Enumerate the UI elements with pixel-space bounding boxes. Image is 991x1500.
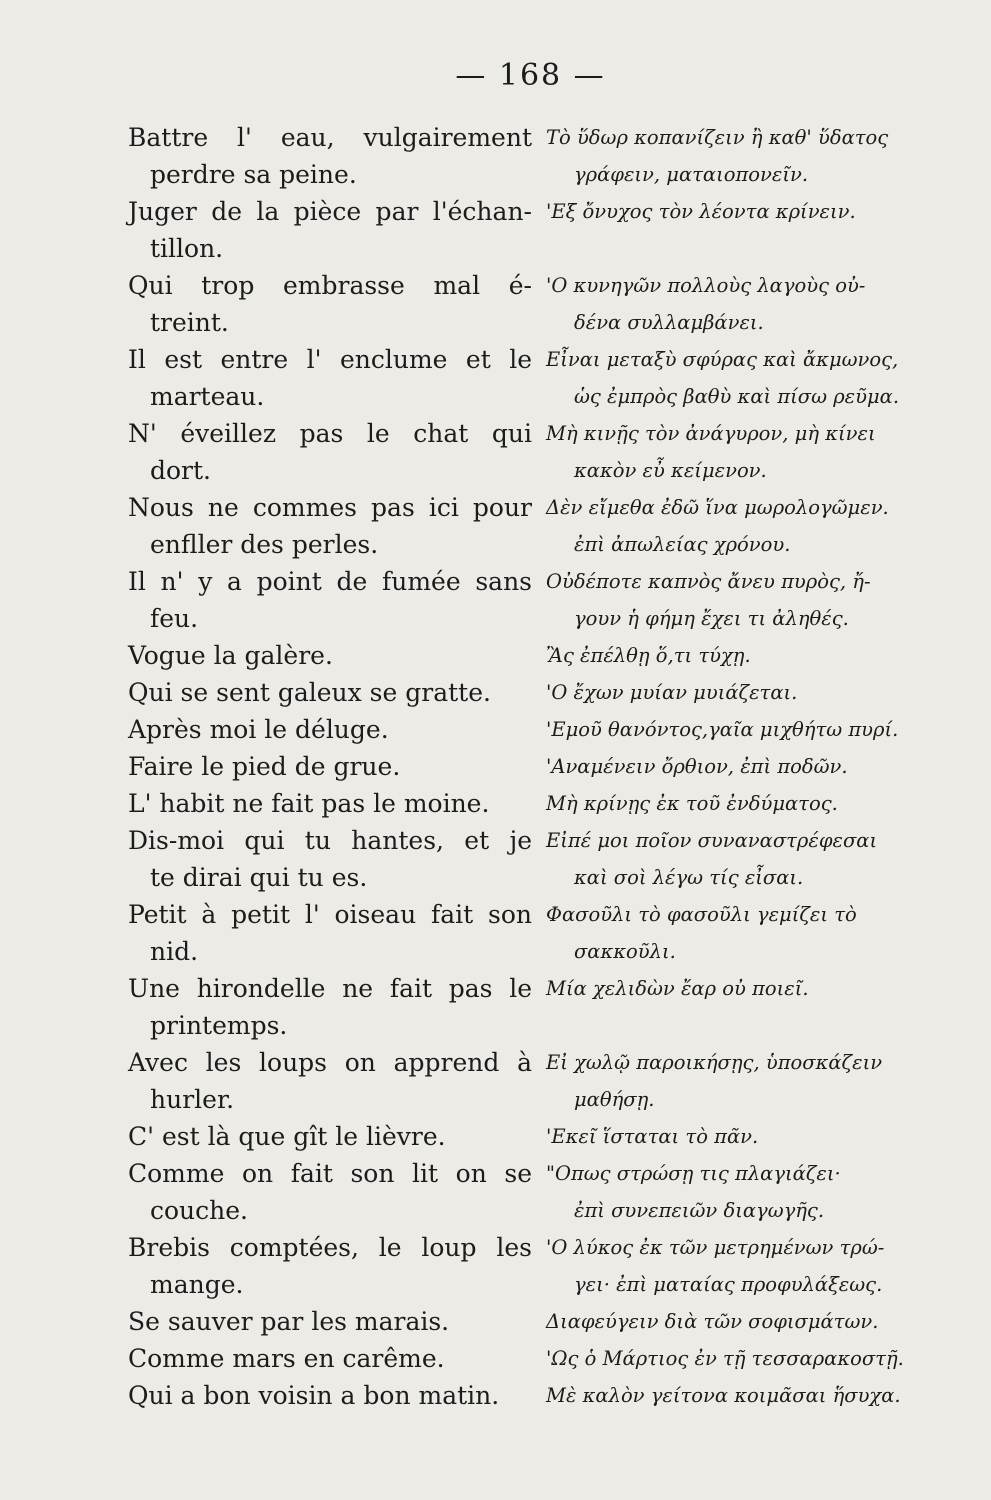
french-proverb xyxy=(128,896,532,970)
french-proverb xyxy=(128,1044,532,1118)
greek-line: Τὸ ὕδωρ κοπανίζειν ἢ καθ' ὕδατος xyxy=(546,126,889,149)
proverb-entry xyxy=(128,674,953,711)
greek-proverb xyxy=(546,267,953,341)
french-proverb xyxy=(128,637,532,674)
proverb-entry xyxy=(128,896,953,970)
french-proverb xyxy=(128,119,532,193)
proverb-entry xyxy=(128,563,953,637)
french-proverb xyxy=(128,1303,532,1340)
french-proverb xyxy=(128,748,532,785)
french-line: Battre l' eau, vulgairement xyxy=(128,123,532,152)
french-line: Après moi le déluge. xyxy=(128,715,389,744)
proverb-entry xyxy=(128,822,953,896)
french-line: Dis-moi qui tu hantes, et je xyxy=(128,826,532,855)
french-proverb xyxy=(128,674,532,711)
french-proverb xyxy=(128,563,532,637)
greek-proverb xyxy=(546,822,953,896)
french-line: Il n' y a point de fumée sans xyxy=(128,567,532,596)
greek-proverb xyxy=(546,341,953,415)
proverb-entry xyxy=(128,119,953,193)
proverb-entry xyxy=(128,748,953,785)
proverb-entry xyxy=(128,637,953,674)
french-line: Qui trop embrasse mal é- xyxy=(128,271,532,300)
greek-line: Διαφεύγειν διὰ τῶν σοφισμάτων. xyxy=(546,1310,879,1333)
french-proverb xyxy=(128,267,532,341)
greek-proverb xyxy=(546,1044,953,1118)
proverb-entry xyxy=(128,711,953,748)
french-line: hurler. xyxy=(150,1085,235,1114)
greek-proverb xyxy=(546,1340,953,1377)
greek-line: γράφειν, ματαιοπονεῖν. xyxy=(574,163,809,186)
greek-proverb xyxy=(546,1303,953,1340)
french-proverb xyxy=(128,822,532,896)
french-line: Nous ne commes pas ici pour xyxy=(128,493,532,522)
greek-line: 'Εκεῖ ἵσταται τὸ πᾶν. xyxy=(546,1125,759,1148)
proverb-entry xyxy=(128,1155,953,1229)
french-proverb xyxy=(128,1340,532,1377)
proverb-entry xyxy=(128,785,953,822)
greek-line: 'Εξ ὄνυχος τὸν λέοντα κρίνειν. xyxy=(546,200,856,223)
proverb-entry xyxy=(128,1303,953,1340)
greek-proverb xyxy=(546,970,953,1044)
french-line: Petit à petit l' oiseau fait son xyxy=(128,900,532,929)
proverb-entry xyxy=(128,1229,953,1303)
proverb-entry xyxy=(128,970,953,1044)
french-proverb xyxy=(128,341,532,415)
french-proverb xyxy=(128,193,532,267)
french-line: Il est entre l' enclume et le xyxy=(128,345,532,374)
greek-line xyxy=(546,1007,953,1044)
french-line: Avec les loups on apprend à xyxy=(128,1048,532,1077)
greek-line: Εἰ χωλῷ παροικήσῃς, ὑποσκάζειν xyxy=(546,1051,883,1074)
greek-line: 'Ο λύκος ἐκ τῶν μετρημένων τρώ- xyxy=(546,1236,885,1259)
greek-proverb xyxy=(546,563,953,637)
greek-line: ἐπὶ συνεπειῶν διαγωγῆς. xyxy=(574,1199,825,1222)
greek-line: Μία χελιδὼν ἔαρ οὐ ποιεῖ. xyxy=(546,977,809,1000)
greek-proverb xyxy=(546,674,953,711)
greek-line: 'Ο κυνηγῶν πολλοὺς λαγοὺς οὐ- xyxy=(546,274,866,297)
french-line: marteau. xyxy=(150,382,265,411)
french-line: te dirai qui tu es. xyxy=(150,863,368,892)
greek-line: Εἶναι μεταξὺ σφύρας καὶ ἄκμωνος, xyxy=(546,348,899,371)
french-line: Faire le pied de grue. xyxy=(128,752,401,781)
french-line: tillon. xyxy=(150,234,224,263)
french-line: perdre sa peine. xyxy=(150,160,357,189)
french-line: treint. xyxy=(150,308,229,337)
french-proverb xyxy=(128,489,532,563)
french-proverb xyxy=(128,1118,532,1155)
greek-proverb xyxy=(546,119,953,193)
french-line: Comme on fait son lit on se xyxy=(128,1159,532,1188)
french-line: Juger de la pièce par l'échan- xyxy=(128,197,532,226)
french-proverb xyxy=(128,415,532,489)
proverb-entry xyxy=(128,341,953,415)
french-line: Qui se sent galeux se gratte. xyxy=(128,678,491,707)
greek-line: "Οπως στρώσῃ τις πλαγιάζει· xyxy=(546,1162,841,1185)
french-line: Comme mars en carême. xyxy=(128,1344,445,1373)
greek-line: ἐπὶ ἀπωλείας χρόνου. xyxy=(574,533,791,556)
proverb-entry xyxy=(128,415,953,489)
french-line: dort. xyxy=(150,456,211,485)
greek-line: 'Αναμένειν ὄρθιον, ἐπὶ ποδῶν. xyxy=(546,755,848,778)
greek-line: 'Εμοῦ θανόντος,γαῖα μιχθήτω πυρί. xyxy=(546,718,899,741)
french-proverb xyxy=(128,1377,532,1414)
greek-line: μαθήσῃ. xyxy=(574,1088,655,1111)
greek-proverb xyxy=(546,1229,953,1303)
greek-proverb xyxy=(546,785,953,822)
french-line: Se sauver par les marais. xyxy=(128,1307,450,1336)
french-proverb xyxy=(128,1229,532,1303)
french-line: Vogue la galère. xyxy=(128,641,333,670)
greek-proverb xyxy=(546,896,953,970)
french-line: N' éveillez pas le chat qui xyxy=(128,419,532,448)
proverb-entry xyxy=(128,193,953,267)
greek-proverb xyxy=(546,1155,953,1229)
greek-line: δένα συλλαμβάνει. xyxy=(574,311,764,334)
french-line: L' habit ne fait pas le moine. xyxy=(128,789,490,818)
greek-line: γει· ἐπὶ ματαίας προφυλάξεως. xyxy=(574,1273,883,1296)
french-line: Qui a bon voisin a bon matin. xyxy=(128,1381,500,1410)
proverb-entry xyxy=(128,1044,953,1118)
greek-line: Μὲ καλὸν γείτονα κοιμᾶσαι ἥσυχα. xyxy=(546,1384,901,1407)
greek-line: ὡς ἐμπρὸς βαθὺ καὶ πίσω ρεῦμα. xyxy=(574,385,900,408)
proverb-entry xyxy=(128,1118,953,1155)
french-line: mange. xyxy=(150,1270,244,1299)
greek-line: Δὲν εἴμεθα ἐδῶ ἵνα μωρολογῶμεν. xyxy=(546,496,889,519)
proverb-entry xyxy=(128,489,953,563)
greek-line: Οὐδέποτε καπνὸς ἄνευ πυρὸς, ἤ- xyxy=(546,570,871,593)
proverb-entry xyxy=(128,1377,953,1414)
greek-line: Εἰπέ μοι ποῖον συναναστρέφεσαι xyxy=(546,829,878,852)
french-proverb xyxy=(128,970,532,1044)
greek-line: Μὴ κινῇς τὸν ἀνάγυρον, μὴ κίνει xyxy=(546,422,876,445)
french-line: printemps. xyxy=(150,1011,288,1040)
greek-proverb xyxy=(546,415,953,489)
greek-line xyxy=(546,230,953,267)
french-proverb xyxy=(128,711,532,748)
french-line: C' est là que gît le lièvre. xyxy=(128,1122,446,1151)
french-line: enfller des perles. xyxy=(150,530,379,559)
greek-line: καὶ σοὶ λέγω τίς εἶσαι. xyxy=(574,866,804,889)
greek-line: Φασοῦλι τὸ φασοῦλι γεμίζει τὸ xyxy=(546,903,857,926)
proverb-list xyxy=(128,119,953,1414)
greek-proverb xyxy=(546,1118,953,1155)
greek-line: Ἂς ἐπέλθῃ ὅ,τι τύχῃ. xyxy=(546,644,751,667)
greek-line: σακκοῦλι. xyxy=(574,940,676,963)
page-number: — 168 — xyxy=(455,58,606,93)
greek-line: 'Ως ὁ Μάρτιος ἐν τῇ τεσσαρακοστῇ. xyxy=(546,1347,904,1370)
greek-proverb xyxy=(546,637,953,674)
french-proverb xyxy=(128,785,532,822)
greek-proverb xyxy=(546,711,953,748)
proverb-entry xyxy=(128,267,953,341)
french-line: couche. xyxy=(150,1196,248,1225)
greek-line: 'Ο ἔχων μυίαν μυιάζεται. xyxy=(546,681,798,704)
greek-proverb xyxy=(546,489,953,563)
french-line: Une hirondelle ne fait pas le xyxy=(128,974,532,1003)
french-line: nid. xyxy=(150,937,199,966)
greek-line: Μὴ κρίνῃς ἐκ τοῦ ἐνδύματος. xyxy=(546,792,838,815)
greek-proverb xyxy=(546,1377,953,1414)
proverb-entry xyxy=(128,1340,953,1377)
greek-proverb xyxy=(546,748,953,785)
french-line: feu. xyxy=(150,604,199,633)
french-proverb xyxy=(128,1155,532,1229)
greek-line: γουν ἡ φήμη ἔχει τι ἀληθές. xyxy=(574,607,849,630)
greek-proverb xyxy=(546,193,953,267)
greek-line: κακὸν εὖ κείμενον. xyxy=(574,459,767,482)
french-line: Brebis comptées, le loup les xyxy=(128,1233,532,1262)
